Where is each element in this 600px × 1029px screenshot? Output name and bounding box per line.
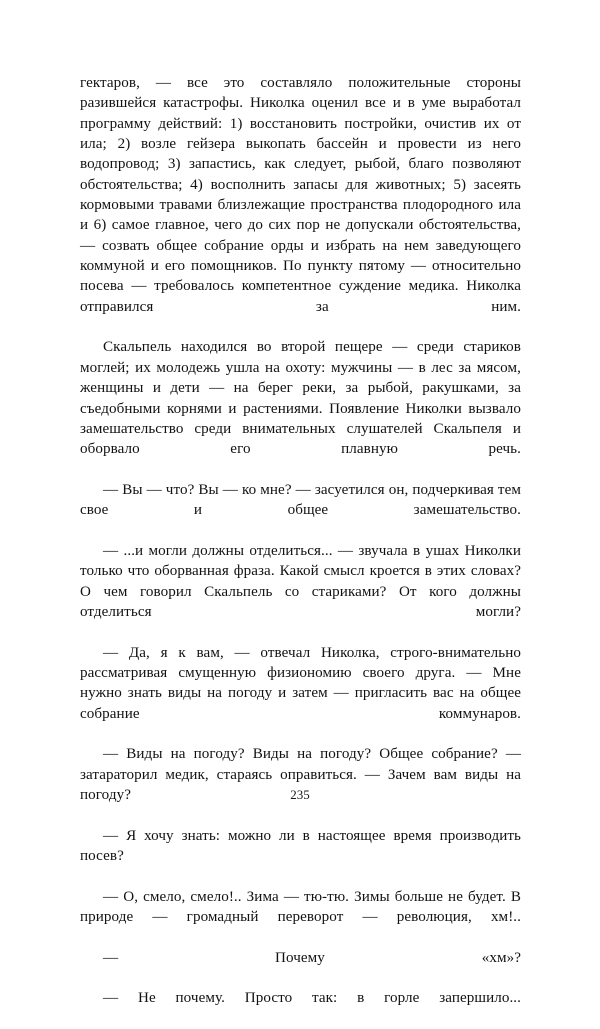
paragraph-3: — Вы — что? Вы — ко мне? — засуетился он, подчеркивая тем свое и общее замешательство. [80,481,521,519]
body-text-column [80,73,521,1029]
paragraph-8: — О, смело, смело!.. Зима — тю-тю. Зимы больше не будет. В природе — громадный переворот — революция, хм!.. [80,888,521,926]
paragraph-4: — ...и могли должны отделиться... — звучала в ушах Николки только что оборванная фраза. Какой смысл кроется в этих словах? О чем говорил Скальпель со стариками? От кого должны отделиться могли? [80,542,521,620]
page-number: 235 [290,787,310,802]
paragraph-7: — Я хочу знать: можно ли в настоящее время производить посев? [80,827,521,865]
paragraph-2: Скальпель находился во второй пещере — среди стариков моглей; их молодежь ушла на охоту: мужчины — в лес за мясом, женщины и дети — на берег реки, за рыбой, ракушками, за съедобными корнями и растениями. Появление Николки вызвало замешательство среди внимательных слушателей Скальпеля и оборвало его плавную речь. [80,339,521,458]
paragraph-1: гектаров, — все это составляло положительные стороны разившейся катастрофы. Николка оценил все и в уме выработал программу действий: 1) восстановить постройки, очистив их от ила; 2) возле гейзера выкопать бассейн и провести из него водопровод; 3) запастись, как следует, рыбой, благо позволяют обстоятельства; 4) восполнить запасы для животных; 5) засеять кормовыми травами близлежащие пространства плодородного ила и 6) самое главное, чего до сих пор не допускали обстоятельства, — созвать общее собрание орды и избрать на нем заведующего коммуной и его помощников. По пункту пятому — относительно посева — требовалось компетентное суждение медика. Николка отправился за ним. [80,75,521,315]
paragraph-9: — Почему «хм»? [103,949,521,966]
paragraph-5: — Да, я к вам, — отвечал Николка, строго-внимательно рассматривая смущенную физиономию своего друга. — Мне нужно знать виды на погоду и затем — пригласить вас на общее собрание коммунаров. [80,644,521,722]
paragraph-10: — Не почему. Просто так: в горле запершило... [103,990,521,1007]
paragraph-6: — Виды на погоду? Виды на погоду? Общее собрание? — затараторил медик, стараясь оправиться. — Зачем вам виды на погоду? [80,746,521,804]
